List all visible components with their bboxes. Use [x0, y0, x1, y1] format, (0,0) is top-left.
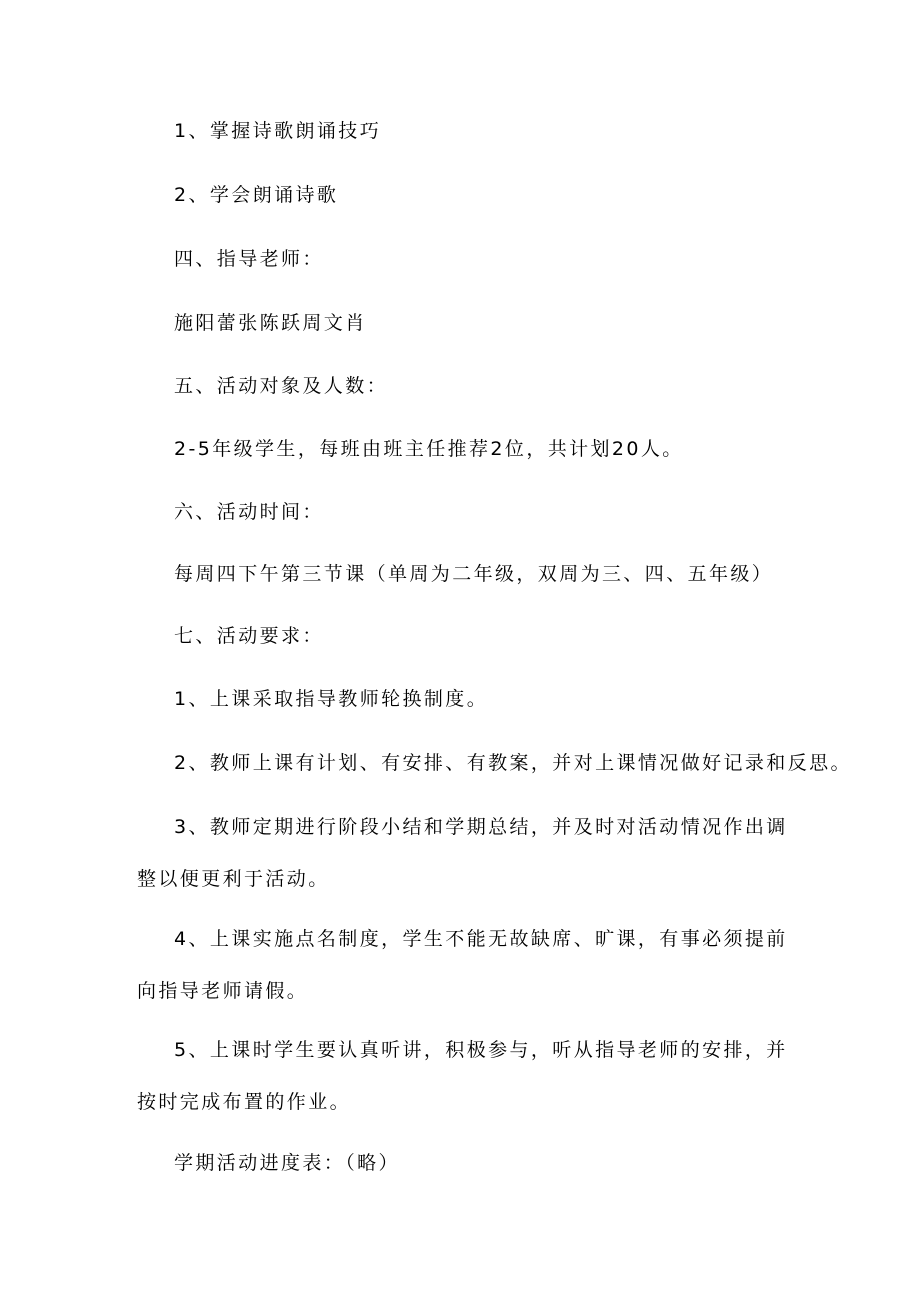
objective-2: 2、学会朗诵诗歌: [174, 184, 339, 206]
schedule-note: 学期活动进度表：（略）: [174, 1152, 400, 1174]
section-heading-time: 六、活动时间：: [174, 501, 324, 523]
objective-1: 1、掌握诗歌朗诵技巧: [174, 120, 382, 142]
participants-text: 2-5年级学生，每班由班主任推荐2位，共计划20人。: [174, 438, 684, 460]
section-heading-requirements: 七、活动要求：: [174, 625, 324, 647]
requirement-5: 5、上课时学生要认真听讲，积极参与，听从指导老师的安排，并按时完成布置的作业。: [137, 1039, 788, 1113]
requirement-2: 2、教师上课有计划、有安排、有教案，并对上课情况做好记录和反思。: [174, 752, 852, 774]
time-text: 每周四下午第三节课（单周为二年级，双周为三、四、五年级）: [174, 563, 774, 585]
section-heading-participants: 五、活动对象及人数：: [174, 375, 389, 397]
teacher-names: 施阳蕾张陈跃周文肖: [174, 312, 367, 334]
section-heading-teachers: 四、指导老师：: [174, 248, 324, 270]
requirement-3: 3、教师定期进行阶段小结和学期总结，并及时对活动情况作出调整以便更利于活动。: [137, 816, 788, 890]
requirement-4: 4、上课实施点名制度，学生不能无故缺席、旷课，有事必须提前向指导老师请假。: [137, 928, 788, 1002]
requirement-1: 1、上课采取指导教师轮换制度。: [174, 688, 489, 710]
